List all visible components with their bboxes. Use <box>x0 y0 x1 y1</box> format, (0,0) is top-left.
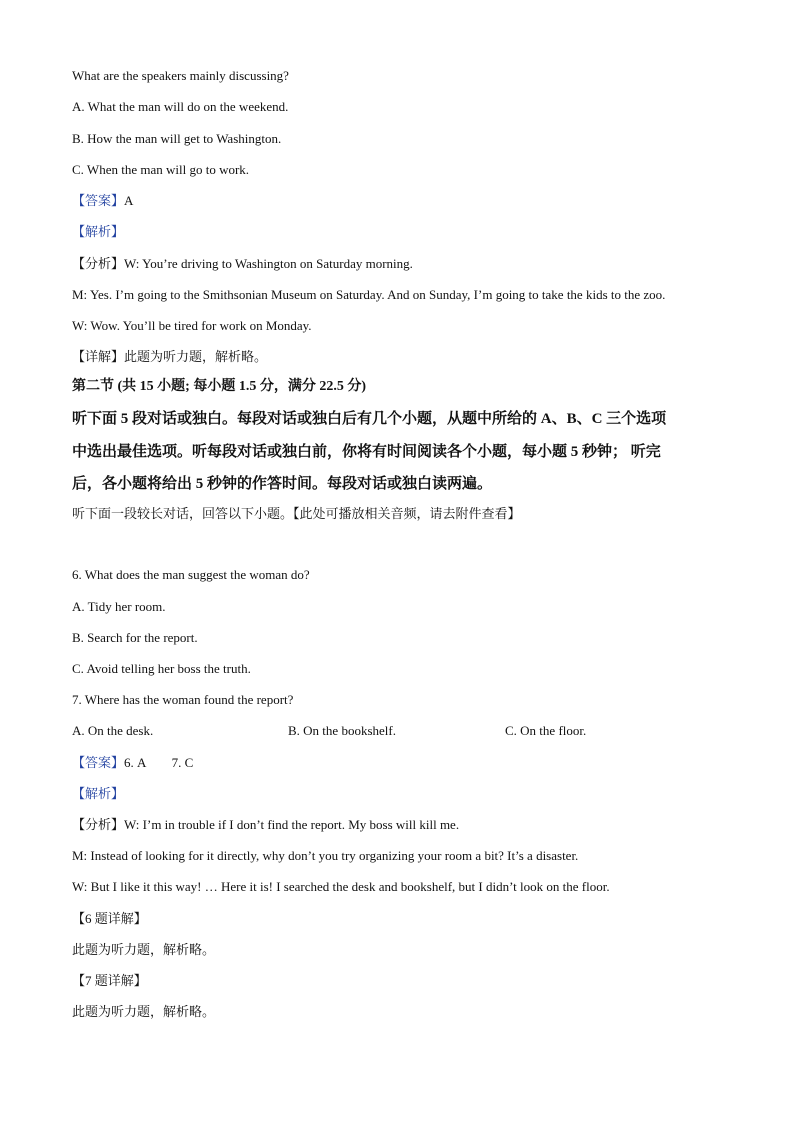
answer-value: A <box>124 193 134 208</box>
section-2-heading: 第二节 (共 15 小题; 每小题 1.5 分，满分 22.5 分) <box>72 379 366 394</box>
transcript-line: W: But I like it this way! … Here it is! I searched the desk and bookshelf, but I didn’t look on the floor. <box>72 879 610 894</box>
detail-6-text: 此题为听力题，解析略。 <box>72 942 216 957</box>
section-2-instructions-line: 中选出最佳选项。听每段对话或独白前，你将有时间阅读各个小题，每小题 5 秒钟； 听完 <box>72 444 661 460</box>
question-7-option-a: A. On the desk. <box>72 723 154 738</box>
fenxi-line-5 <box>72 256 413 272</box>
transcript-line: W: I’m in trouble if I don’t find the report. My boss will kill me. <box>124 817 460 832</box>
question-5-option-b: B. How the man will get to Washington. <box>72 131 282 146</box>
question-5-option-c: C. When the man will go to work. <box>72 162 250 177</box>
detail-line-5 <box>72 349 267 365</box>
detail-tag: 【详解】 <box>72 349 125 364</box>
analysis-tag: 【解析】 <box>72 786 125 801</box>
question-6-option-c: C. Avoid telling her boss the truth. <box>72 661 251 676</box>
analysis-tag: 【解析】 <box>72 224 125 239</box>
detail-7-text: 此题为听力题，解析略。 <box>72 1004 216 1019</box>
question-6-option-b: B. Search for the report. <box>72 630 198 645</box>
question-6-text: 6. What does the man suggest the woman do? <box>72 567 310 582</box>
detail-text: 此题为听力题，解析略。 <box>124 349 268 364</box>
question-7-options <box>72 723 722 739</box>
transcript-line: W: Wow. You’ll be tired for work on Monday. <box>72 318 312 333</box>
answer-tag: 【答案】 <box>72 755 125 770</box>
detail-7-tag: 【7 题详解】 <box>72 973 147 988</box>
audio-note: 听下面一段较长对话，回答以下小题。【此处可播放相关音频，请去附件查看】 <box>72 506 521 521</box>
question-7-option-b: B. On the bookshelf. <box>288 723 396 738</box>
answer-line-6-7 <box>72 755 193 771</box>
question-7-text: 7. Where has the woman found the report? <box>72 692 294 707</box>
fenxi-tag: 【分析】 <box>72 256 125 271</box>
question-7-option-c: C. On the floor. <box>505 723 587 738</box>
question-5-text: What are the speakers mainly discussing? <box>72 68 289 83</box>
transcript-line: W: You’re driving to Washington on Saturday morning. <box>124 256 413 271</box>
transcript-line: M: Yes. I’m going to the Smithsonian Museum on Saturday. And on Sunday, I’m going to take the kids to the zoo. <box>72 287 666 302</box>
section-2-instructions-line: 后，各小题将给出 5 秒钟的作答时间。每段对话或独白读两遍。 <box>72 476 493 492</box>
question-5-option-a: A. What the man will do on the weekend. <box>72 99 289 114</box>
answer-line-5 <box>72 193 133 209</box>
answer-tag: 【答案】 <box>72 193 125 208</box>
question-6-option-a: A. Tidy her room. <box>72 599 166 614</box>
section-2-instructions-line: 听下面 5 段对话或独白。每段对话或独白后有几个小题，从题中所给的 A、B、C 三个选项 <box>72 411 667 427</box>
transcript-line: M: Instead of looking for it directly, why don’t you try organizing your room a bit? It’s a disaster. <box>72 848 579 863</box>
fenxi-line-6-7 <box>72 817 459 833</box>
answer-value: 6. A 7. C <box>124 755 194 770</box>
detail-6-tag: 【6 题详解】 <box>72 911 147 926</box>
fenxi-tag: 【分析】 <box>72 817 125 832</box>
